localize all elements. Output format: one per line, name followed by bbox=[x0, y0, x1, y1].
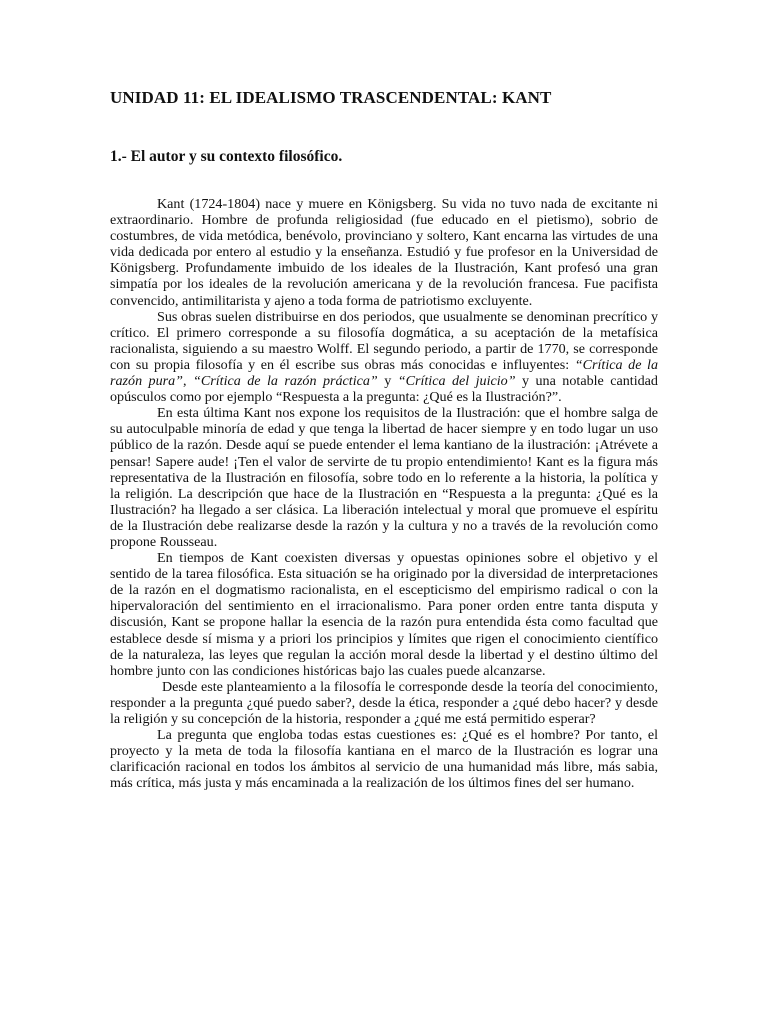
body-text bbox=[110, 196, 658, 791]
unit-title: UNIDAD 11: EL IDEALISMO TRASCENDENTAL: KANT bbox=[110, 88, 552, 107]
paragraph-works-intro: Sus obras suelen distribuirse en dos periodos, que usualmente se denominan precrítico y crítico. El primero corresponde a su filosofía dogmática, a su aceptación de la metafísica racionalista, siguiendo a su maestro Wolff. El segundo periodo, a partir de 1770, se corresponde con su propia filosofía y en él escribe sus obras más conocidas e influyentes: bbox=[110, 308, 658, 373]
separator: y bbox=[377, 373, 398, 390]
paragraph-works-outro: y una notable cantidad opúsculos como por ejemplo “Respuesta a la pregunta: ¿Qué es la Ilustración?”. bbox=[110, 373, 658, 406]
paragraph-context: En tiempos de Kant coexisten diversas y opuestas opiniones sobre el objetivo y el sentido de la tarea filosófica. Esta situación se ha originado por la diversidad de interpretaciones de la razón en el dogmatismo racionalista, en el escepticismo del empirismo radical o con la hipervaloración del sentimiento en el irracionalismo. Para poner orden entre tanta disputa y discusión, Kant se propone hallar la esencia de la razón pura entendida ésta como facultad que establece desde sí misma y a priori los principios y límites que rigen el conocimiento científico de la naturaleza, las leyes que regulan la acción moral desde la libertad y el destino último del hombre junto con las condiciones históricas bajo las cuales puede alcanzarse. bbox=[110, 550, 658, 679]
separator: , bbox=[183, 373, 194, 390]
work-title-pure-reason: “Crítica de la razón pura” bbox=[110, 356, 658, 390]
work-title-practical-reason: “Crítica de la razón práctica” bbox=[193, 373, 378, 390]
paragraph-questions: Desde este planteamiento a la filosofía le corresponde desde la teoría del conocimiento, responder a la pregunta ¿qué puedo saber?, desde la ética, responder a ¿qué debo hacer? y desde la religión y su concepción de la historia, responder a ¿qué me está permitido esperar? bbox=[110, 678, 658, 727]
paragraph-enlightenment: En esta última Kant nos expone los requisitos de la Ilustración: que el hombre salga de su autoculpable minoría de edad y que tenga la libertad de hacer siempre y en todo lugar un uso público de la razón. Desde aquí se puede entender el lema kantiano de la ilustración: ¡Atrévete a pensar! Sapere aude! ¡Ten el valor de servirte de tu propio entendimiento! Kant es la figura más representativa de la Ilustración en filosofía, sobre todo en lo referente a la historia, la política y la religión. La descripción que hace de la Ilustración en “Respuesta a la pregunta: ¿Qué es la Ilustración? ha llegado a ser clásica. La liberación intelectual y moral que promueve el espíritu de la Ilustración debe realizarse desde la razón y la cultura y no a través de la revolución como propone Rousseau. bbox=[110, 405, 658, 550]
paragraph-biography: Kant (1724-1804) nace y muere en Königsberg. Su vida no tuvo nada de excitante ni extraordinario. Hombre de profunda religiosidad (fue educado en el pietismo), sobrio de costumbres, de vida metódica, benévolo, provinciano y soltero, Kant encarna las virtudes de una vida dedicada por entero al estudio y la enseñanza. Estudió y fue profesor en la Universidad de Königsberg. Profundamente imbuido de los ideales de la Ilustración, Kant profesó una gran simpatía por los ideales de la revolución americana y de la revolución francesa. Fue pacifista convencido, antimilitarista y ajeno a toda forma de patriotismo excluyente. bbox=[110, 196, 658, 309]
section-title: 1.- El autor y su contexto filosófico. bbox=[110, 148, 343, 165]
paragraph-works bbox=[110, 309, 658, 406]
paragraph-human: La pregunta que engloba todas estas cuestiones es: ¿Qué es el hombre? Por tanto, el proyecto y la meta de toda la filosofía kantiana en el marco de la Ilustración es lograr una clarificación racional en todos los ámbitos al servicio de una humanidad más libre, más sabia, más crítica, más justa y más encaminada a la realización de los últimos fines del ser humano. bbox=[110, 727, 658, 792]
document-page bbox=[110, 0, 658, 1024]
work-title-judgment: “Crítica del juicio” bbox=[397, 373, 516, 390]
